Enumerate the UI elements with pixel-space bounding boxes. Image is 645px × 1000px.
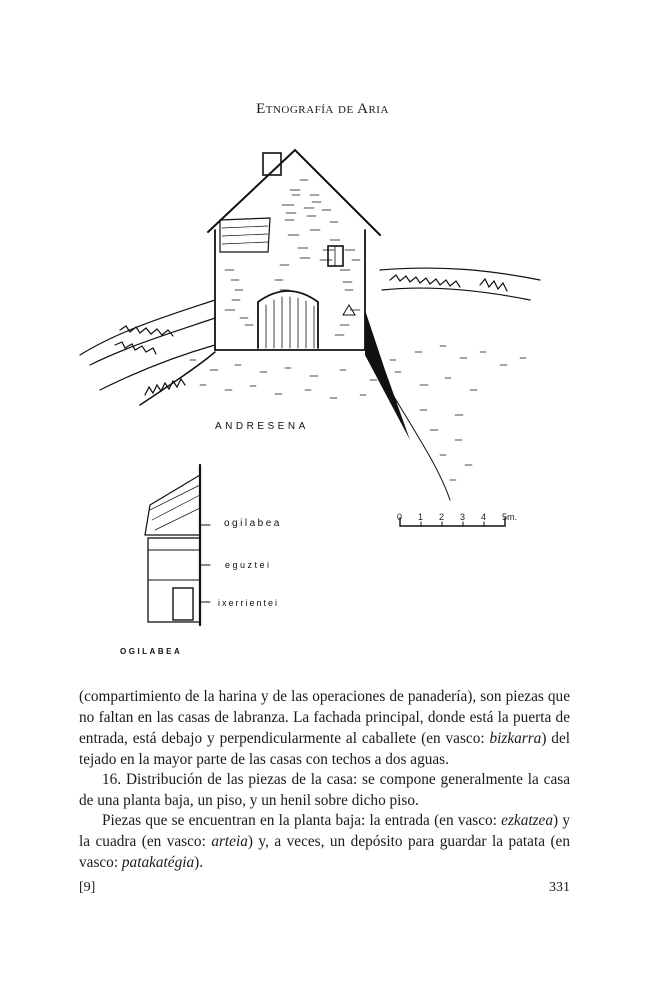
ixerrientei-section-label: ixerrientei — [218, 598, 280, 608]
p1-text-b: ) del tejado en la mayor parte de las casas con techos a dos aguas. — [79, 730, 570, 768]
p3-text-d: ). — [194, 854, 204, 871]
running-title: Etnografía de Aria — [256, 101, 389, 117]
p3-term-patakategia: patakatégia — [121, 854, 195, 871]
p3-term-arteia: arteia — [211, 833, 248, 850]
paragraph-1 — [79, 686, 570, 770]
p3-text-c: ) y, a veces, un depósito para guardar la patata (en vasco: — [79, 833, 570, 871]
scale-tick-4: 4 — [481, 512, 487, 522]
p1-text-a: (compartimiento de la harina y de las operaciones de panadería), son piezas que no faltan en las casas de labranza. La fachada principal, donde está la puerta de entrada, está debajo y perpendicularmente al caballete (en vasco: — [79, 688, 570, 747]
scale-tick-3: 3 — [460, 512, 466, 522]
scale-tick-0: 0 — [397, 512, 403, 522]
p3-text-b: ) y la cuadra (en vasco: — [79, 812, 570, 850]
ogilabea-section-label: ogilabea — [224, 518, 282, 529]
p3-text-a: Piezas que se encuentran en la planta baja: la entrada (en vasco: — [102, 812, 502, 829]
house-illustration — [60, 140, 590, 680]
p1-term-bizkarra: bizkarra — [489, 730, 542, 747]
andresena-label: ANDRESENA — [215, 421, 309, 432]
house-drawing — [60, 140, 590, 680]
section-caption: OGILABEA — [120, 647, 183, 656]
scale-unit: 5m. — [502, 512, 518, 522]
eguztei-section-label: eguztei — [225, 560, 272, 570]
paragraph-3 — [79, 810, 570, 873]
paragraph-2: 16. Distribución de las piezas de la casa: se compone generalmente la casa de una planta baja, un piso, y un henil sobre dicho piso. — [79, 771, 570, 809]
p3-term-ezkatzea: ezkatzea — [501, 812, 553, 829]
page-number: 331 — [549, 880, 570, 895]
scale-tick-1: 1 — [418, 512, 424, 522]
scale-tick-2: 2 — [439, 512, 445, 522]
page-ref: [9] — [79, 880, 96, 895]
